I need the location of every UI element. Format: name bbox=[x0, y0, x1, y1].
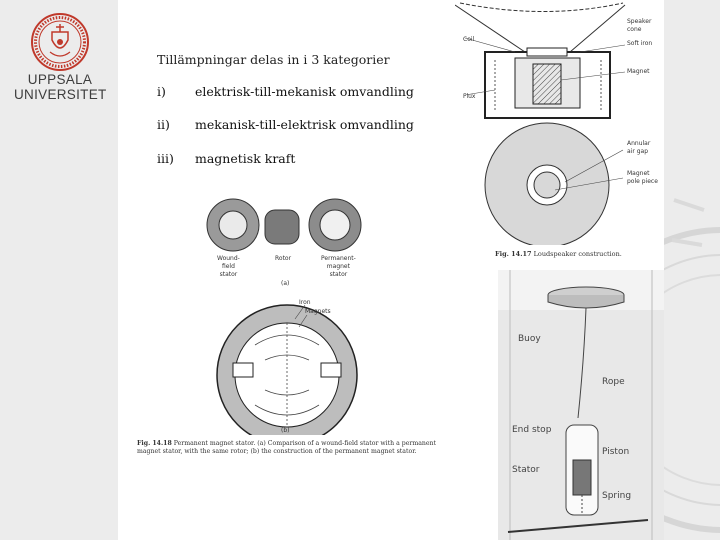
label-spring: Spring bbox=[602, 491, 632, 501]
label-soft-iron: Soft iron bbox=[627, 40, 653, 47]
label-magnets: Magnets bbox=[305, 308, 331, 315]
label-wound-field-stator: Wound- field stator bbox=[217, 255, 240, 278]
label-piston: Piston bbox=[602, 447, 630, 457]
university-seal-logo bbox=[30, 12, 90, 72]
item-number: iii) bbox=[157, 151, 174, 166]
list-item bbox=[157, 151, 295, 166]
wave-energy-figure bbox=[498, 270, 664, 540]
stator-figure bbox=[195, 195, 435, 455]
caption-line1: Permanent magnet stator. (a) Comparison of a wound-field stator with a permanent bbox=[173, 440, 437, 447]
label-rope: Rope bbox=[602, 377, 625, 387]
university-line1: UPPSALA bbox=[27, 72, 93, 87]
list-item bbox=[157, 117, 414, 132]
stator-caption bbox=[137, 440, 437, 456]
label-buoy: Buoy bbox=[518, 334, 541, 344]
right-background-strip bbox=[664, 0, 720, 540]
slide-heading: Tillämpningar delas in i 3 kategorier bbox=[157, 52, 390, 67]
loudspeaker-caption bbox=[495, 250, 622, 258]
label-permanent-magnet-stator: Permanent- magnet stator bbox=[321, 255, 356, 278]
label-iron: Iron bbox=[299, 299, 311, 306]
item-text: mekanisk-till-elektrisk omvandling bbox=[195, 117, 414, 132]
label-end-stop: End stop bbox=[512, 425, 552, 435]
loudspeaker-drawing bbox=[455, 0, 664, 245]
caption-number: Fig. 14.17 bbox=[495, 250, 532, 258]
label-magnet: Magnet bbox=[627, 68, 650, 75]
label-rotor: Rotor bbox=[275, 255, 292, 262]
item-text: magnetisk kraft bbox=[195, 151, 296, 166]
label-b: (b) bbox=[281, 427, 290, 434]
caption-text: Loudspeaker construction. bbox=[533, 250, 622, 258]
item-number: ii) bbox=[157, 117, 170, 132]
label-a: (a) bbox=[281, 280, 290, 287]
label-stator: Stator bbox=[512, 465, 540, 475]
wave-energy-drawing bbox=[498, 270, 664, 540]
label-annular-air-gap: Annular air gap bbox=[627, 140, 651, 155]
item-number: i) bbox=[157, 84, 166, 99]
label-speaker-cone: Speaker cone bbox=[627, 18, 652, 33]
university-line2: UNIVERSITET bbox=[14, 87, 107, 102]
faint-seal-watermark bbox=[664, 0, 720, 540]
caption-number: Fig. 14.18 bbox=[137, 440, 172, 447]
university-name bbox=[14, 72, 106, 102]
list-item bbox=[157, 84, 414, 99]
label-coil: Coil bbox=[463, 36, 475, 43]
label-flux: Flux bbox=[463, 93, 476, 100]
caption-line2: magnet stator, with the same rotor; (b) the construction of the permanent magnet stator. bbox=[137, 448, 417, 455]
label-magnet-pole-piece: Magnet pole piece bbox=[627, 170, 658, 185]
loudspeaker-figure bbox=[455, 0, 664, 270]
item-text: elektrisk-till-mekanisk omvandling bbox=[195, 84, 414, 99]
sidebar bbox=[0, 0, 118, 540]
